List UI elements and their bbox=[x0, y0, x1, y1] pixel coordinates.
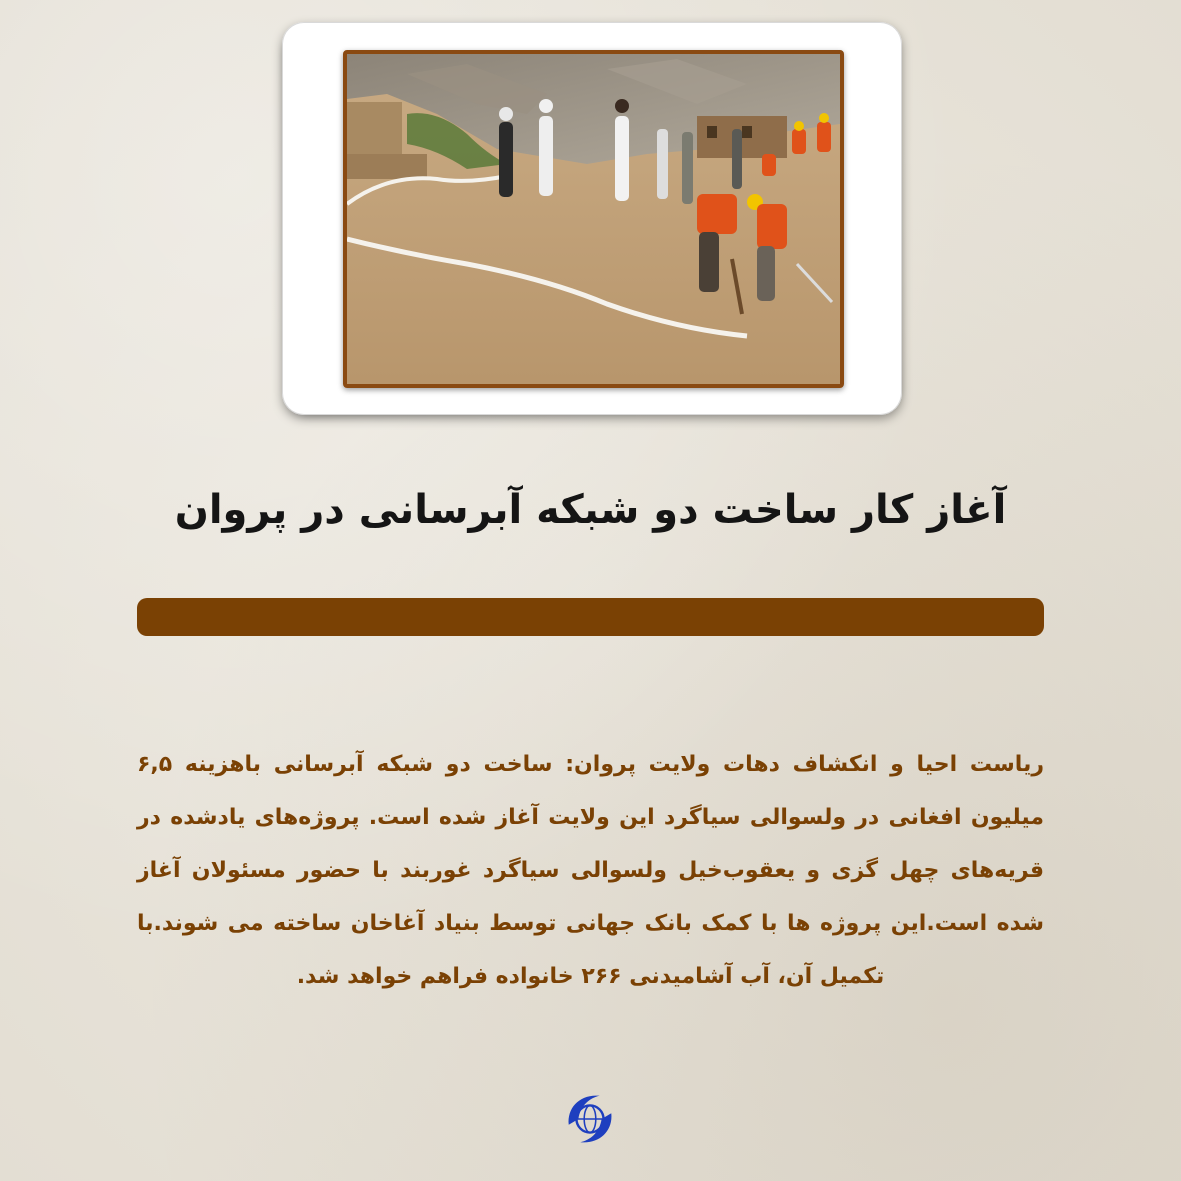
divider-bar bbox=[137, 598, 1044, 636]
headline: آغاز کار ساخت دو شبکه آبرسانی در پروان bbox=[174, 487, 1007, 533]
globe-swirl-logo-icon bbox=[561, 1090, 619, 1148]
construction-site-photo bbox=[343, 50, 844, 388]
article-body: ریاست احیا و انکشاف دهات ولایت پروان: ساخت دو شبکه آبرسانی باهزینه ۶,۵ میلیون افغانی در ولسوالی سیاگرد این ولایت آغاز شده است. پروژه‌های یادشده در قریه‌های چهل گزی و یعقوب‌خیل ولسوالی سیاگرد غوربند با حضور مسئولان آغاز شده است.این پروژه ها با کمک بانک جهانی توسط بنیاد آغاخان ساخته می شوند.با تکمیل آن، آب آشامیدنی ۲۶۶ خانواده فراهم خواهد شد. bbox=[137, 752, 1044, 989]
photo-card bbox=[282, 22, 902, 415]
photo-illustration bbox=[347, 54, 840, 384]
